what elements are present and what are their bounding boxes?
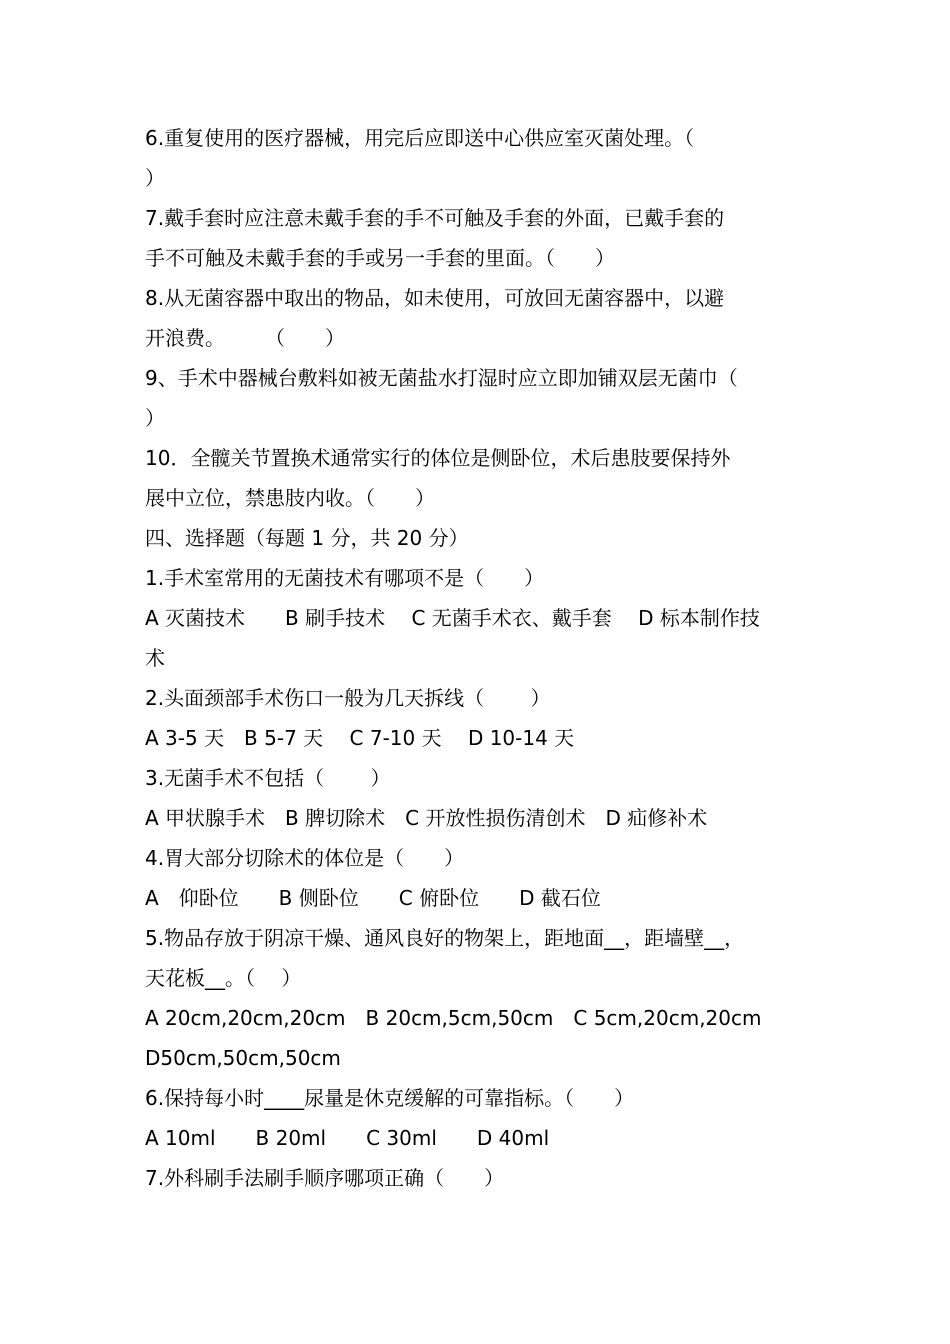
document-page: [145, 118, 810, 1198]
section-heading: 四、选择题（每题 1 分，共 20 分）: [145, 526, 469, 550]
question-line: 展中立位，禁患肢内收。（ ）: [145, 486, 435, 510]
option-line: A 20cm,20cm,20cm B 20cm,5cm,50cm C 5cm,20cm,20cm: [145, 1006, 762, 1030]
question-line: 10．全髋关节置换术通常实行的体位是侧卧位，术后患肢要保持外: [145, 446, 731, 470]
question-line: 手不可触及未戴手套的手或另一手套的里面。（ ）: [145, 246, 615, 270]
question-line: 2.头面颈部手术伤口一般为几天拆线（ ）: [145, 686, 551, 710]
question-line: 4.胃大部分切除术的体位是（ ）: [145, 846, 465, 870]
option-line: D50cm,50cm,50cm: [145, 1046, 341, 1070]
option-line: A 3-5 天 B 5-7 天 C 7-10 天 D 10-14 天: [145, 726, 575, 750]
option-line: A 仰卧位 B 侧卧位 C 俯卧位 D 截石位: [145, 886, 601, 910]
option-line: 术: [145, 646, 165, 670]
question-line: 开浪费。 （ ）: [145, 326, 345, 350]
question-line: 8.从无菌容器中取出的物品，如未使用，可放回无菌容器中，以避: [145, 286, 725, 310]
question-line: 7.戴手套时应注意未戴手套的手不可触及手套的外面，已戴手套的: [145, 206, 725, 230]
option-line: A 10ml B 20ml C 30ml D 40ml: [145, 1126, 550, 1150]
question-line: 5.物品存放于阴凉干燥、通风良好的物架上，距地面__，距墙壁__，: [145, 926, 745, 950]
option-line: A 甲状腺手术 B 脾切除术 C 开放性损伤清创术 D 疝修补术: [145, 806, 708, 830]
question-line: 6.保持每小时____尿量是休克缓解的可靠指标。（ ）: [145, 1086, 635, 1110]
option-line: A 灭菌技术 B 刷手技术 C 无菌手术衣、戴手套 D 标本制作技: [145, 606, 760, 630]
question-line: 7.外科刷手法刷手顺序哪项正确（ ）: [145, 1166, 505, 1190]
question-line: 天花板__。（ ）: [145, 966, 302, 990]
question-line: 9、手术中器械台敷料如被无菌盐水打湿时应立即加铺双层无菌巾（: [145, 366, 738, 390]
question-line: ）: [145, 406, 165, 430]
question-line: 6.重复使用的医疗器械，用完后应即送中心供应室灭菌处理。（: [145, 126, 695, 150]
question-line: 3.无菌手术不包括（ ）: [145, 766, 391, 790]
question-line: 1.手术室常用的无菌技术有哪项不是（ ）: [145, 566, 545, 590]
question-line: ）: [145, 166, 165, 190]
